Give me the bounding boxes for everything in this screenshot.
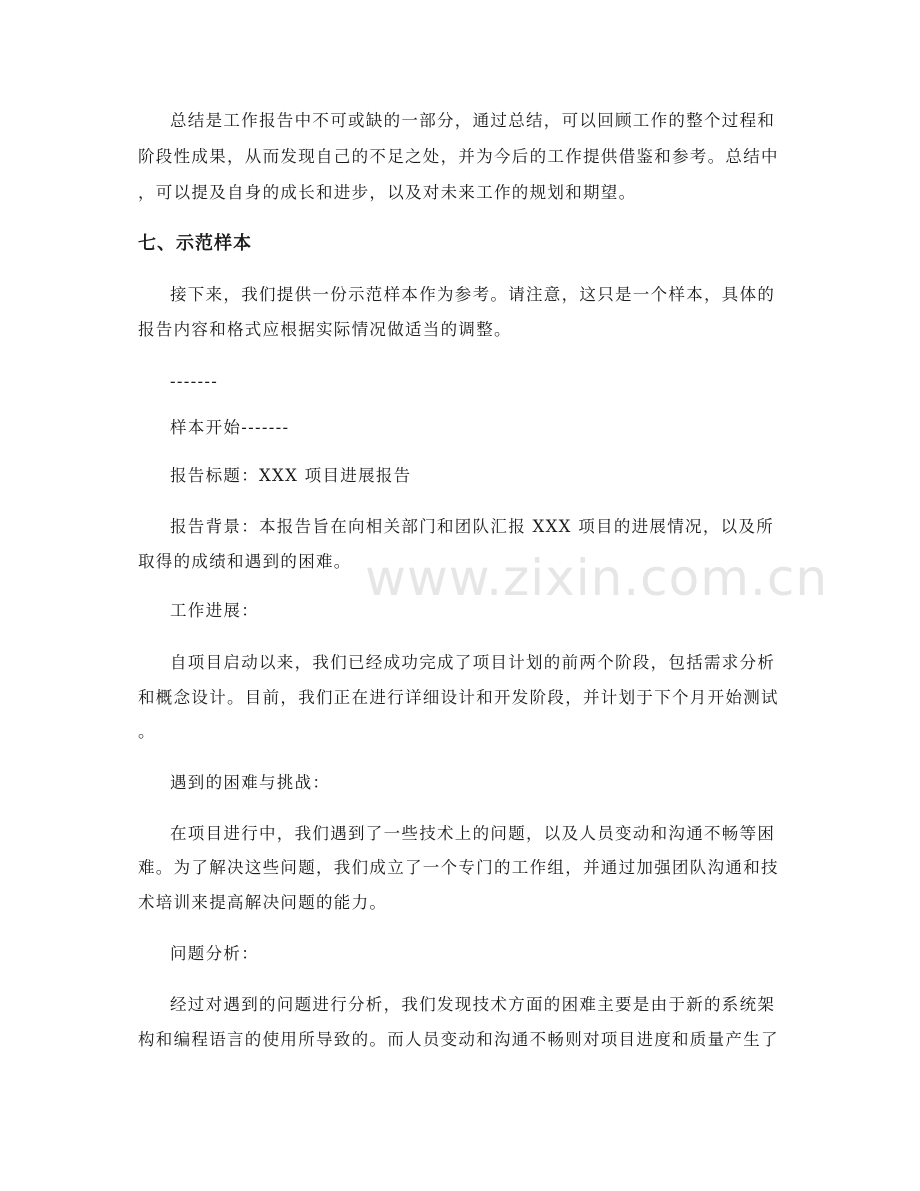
paragraph-line: 报告背景：本报告旨在向相关部门和团队汇报 XXX 项目的进展情况，以及所	[170, 517, 775, 536]
paragraph-line: 经过对遇到的问题进行分析，我们发现技术方面的困难主要是由于新的系统架	[170, 995, 776, 1014]
watermark: www.zixin.com.cn	[365, 549, 829, 607]
work-progress-label: 工作进展：	[170, 601, 259, 620]
paragraph-line: 。	[138, 722, 156, 741]
paragraph-line: 总结是工作报告中不可或缺的一部分，通过总结，可以回顾工作的整个过程和	[170, 111, 776, 130]
paragraph-line: 在项目进行中，我们遇到了一些技术上的问题，以及人员变动和沟通不畅等困	[170, 824, 776, 843]
analysis-label: 问题分析：	[170, 944, 259, 963]
paragraph-line: 难。为了解决这些问题，我们成立了一个专门的工作组，并通过加强团队沟通和技	[138, 858, 779, 877]
paragraph-line: 术培训来提高解决问题的能力。	[138, 893, 388, 912]
paragraph-line: 自项目启动以来，我们已经成功完成了项目计划的前两个阶段，包括需求分析	[170, 653, 776, 672]
paragraph-line: 阶段性成果，从而发现自己的不足之处，并为今后的工作提供借鉴和参考。总结中	[138, 147, 779, 166]
section-heading: 七、示范样本	[138, 233, 252, 254]
paragraph-line: 构和编程语言的使用所导致的。而人员变动和沟通不畅则对项目进度和质量产生了	[138, 1030, 779, 1049]
paragraph-line: 和概念设计。目前，我们正在进行详细设计和开发阶段，并计划于下个月开始测试	[138, 688, 779, 707]
paragraph-line: ，可以提及自身的成长和进步，以及对未来工作的规划和期望。	[138, 183, 637, 202]
paragraph-line: 接下来，我们提供一份示范样本作为参考。请注意，这只是一个样本，具体的	[170, 285, 776, 304]
sample-start-text: 样本开始-------	[170, 418, 290, 437]
divider-text: -------	[170, 372, 219, 391]
paragraph-line: 取得的成绩和遇到的困难。	[138, 552, 352, 571]
paragraph-line: 报告内容和格式应根据实际情况做适当的调整。	[138, 320, 512, 339]
difficulties-label: 遇到的困难与挑战：	[170, 773, 331, 792]
report-title: 报告标题：XXX 项目进展报告	[170, 466, 412, 485]
